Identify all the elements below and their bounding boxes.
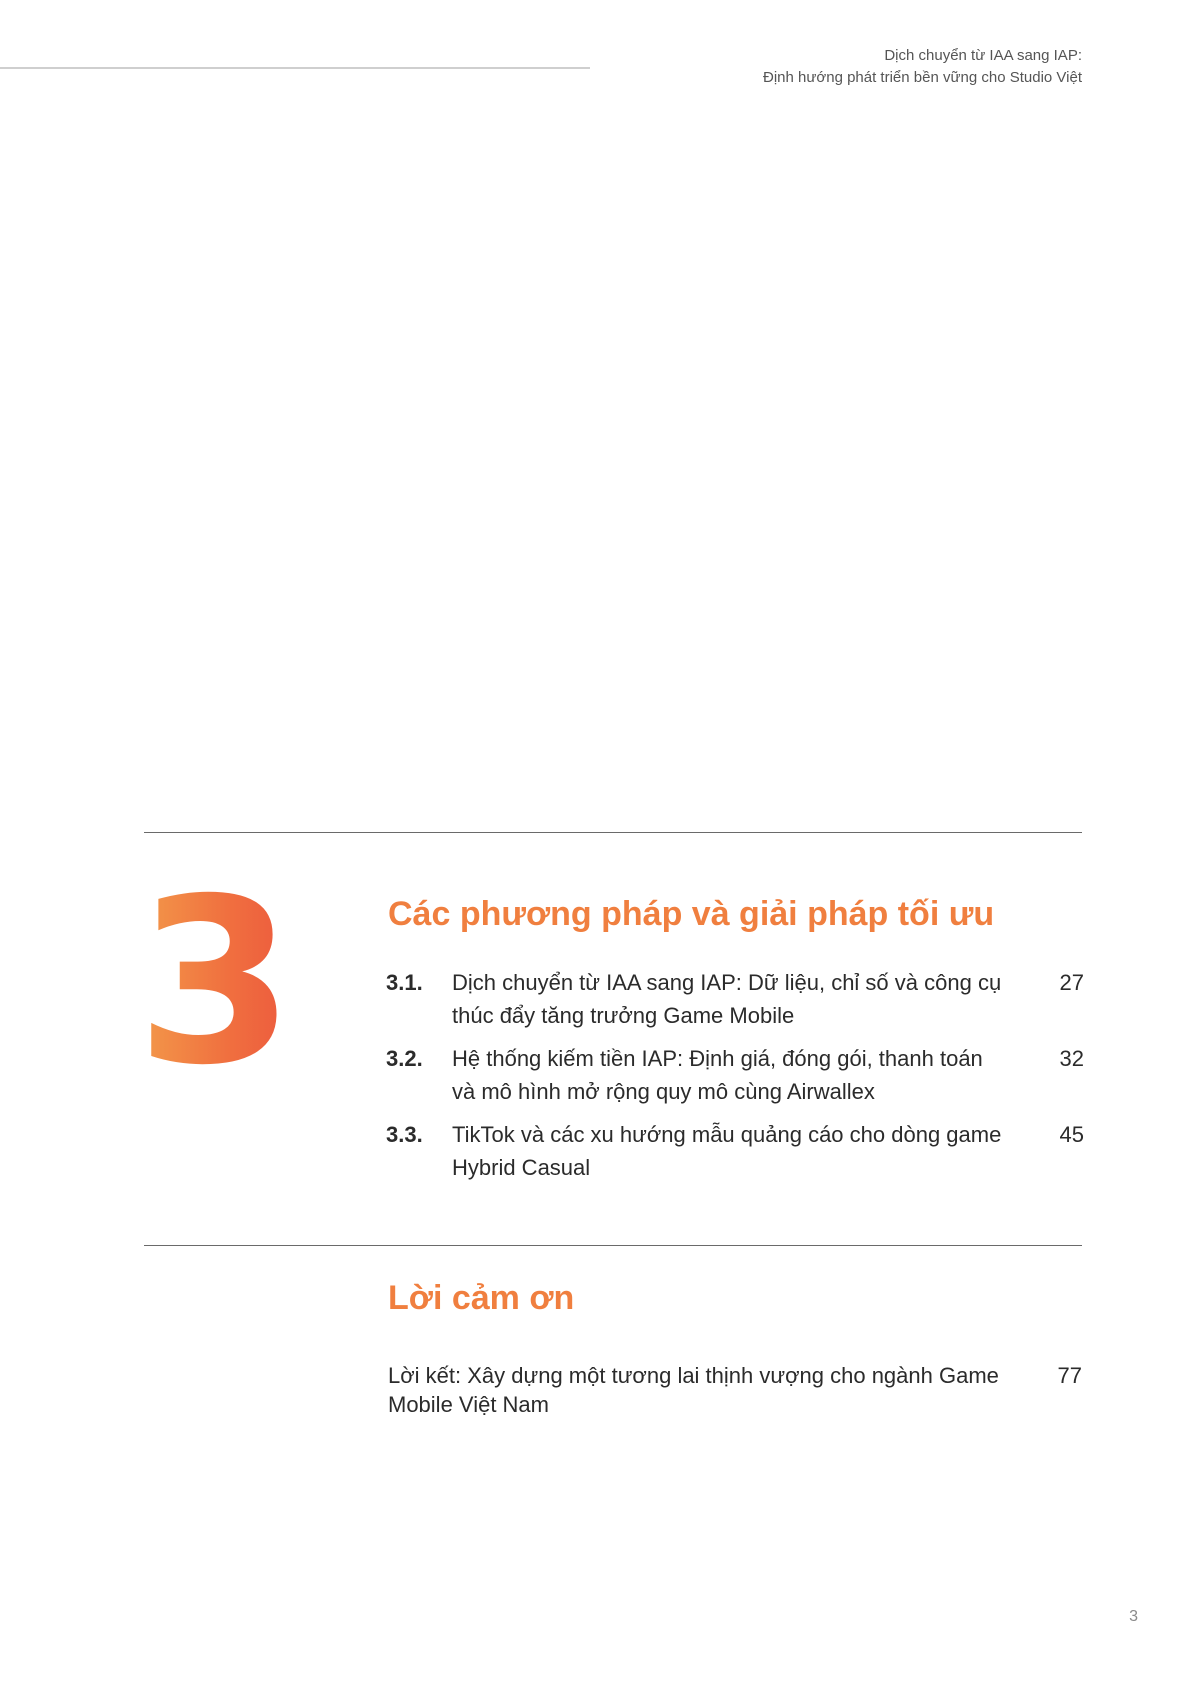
- toc-entry-closing[interactable]: [388, 1361, 1082, 1419]
- toc-entry-number: 3.2.: [386, 1046, 423, 1071]
- chapter-title: Các phương pháp và giải pháp tối ưu: [388, 895, 995, 933]
- toc-list: [386, 966, 1086, 1194]
- section-divider-top: [144, 832, 1082, 833]
- chapter-number: 3: [136, 849, 291, 1115]
- toc-entry-page: 77: [1057, 1363, 1082, 1388]
- toc-entry-title: Lời kết: Xây dựng một tương lai thịnh vượng cho ngành Game Mobile Việt Nam: [388, 1363, 999, 1417]
- acknowledgements-title: Lời cảm ơn: [388, 1279, 575, 1317]
- toc-entry-3-1[interactable]: [386, 966, 1086, 1042]
- running-header-line-1: Dịch chuyển từ IAA sang IAP:: [884, 47, 1082, 64]
- header-rule: [0, 67, 590, 69]
- page-number: 3: [1129, 1608, 1138, 1625]
- toc-entry-title: Dịch chuyển từ IAA sang IAP: Dữ liệu, chỉ số và công cụ thúc đẩy tăng trưởng Game Mobile: [452, 970, 1002, 1028]
- running-header-line-2: Định hướng phát triển bền vững cho Studio Việt: [762, 69, 1082, 86]
- toc-entry-title: TikTok và các xu hướng mẫu quảng cáo cho dòng game Hybrid Casual: [452, 1122, 1002, 1180]
- toc-entry-page: 27: [1059, 970, 1084, 995]
- toc-entry-page: 45: [1059, 1122, 1084, 1147]
- toc-entry-number: 3.3.: [386, 1122, 423, 1147]
- toc-entry-3-3[interactable]: [386, 1118, 1086, 1194]
- toc-entry-3-2[interactable]: [386, 1042, 1086, 1118]
- toc-entry-page: 32: [1059, 1046, 1084, 1071]
- toc-entry-title: Hệ thống kiếm tiền IAP: Định giá, đóng gói, thanh toán và mô hình mở rộng quy mô cùng Airwallex: [452, 1046, 983, 1104]
- section-divider-bottom: [144, 1245, 1082, 1246]
- running-header: [763, 45, 1082, 89]
- toc-entry-number: 3.1.: [386, 970, 423, 995]
